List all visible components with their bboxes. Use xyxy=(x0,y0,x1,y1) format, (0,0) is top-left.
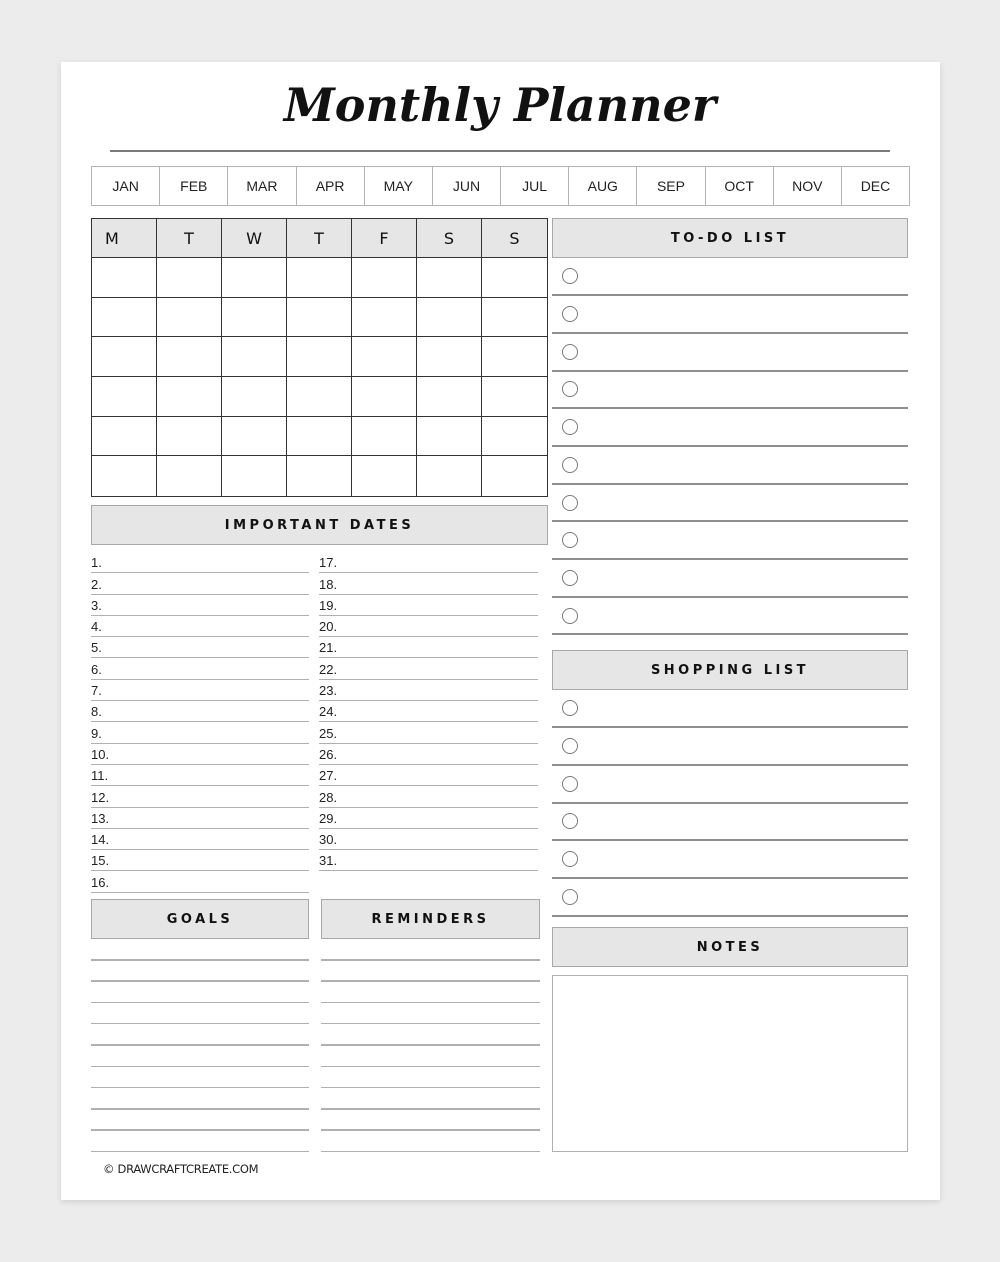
calendar-day-cell[interactable] xyxy=(157,298,222,338)
calendar-day-cell[interactable] xyxy=(417,298,482,338)
reminders-line[interactable] xyxy=(321,1066,540,1068)
date-number-label: 8. xyxy=(91,704,102,720)
reminders-header: REMINDERS xyxy=(321,899,540,939)
month-sep[interactable]: SEP xyxy=(637,167,705,205)
checkbox-circle-icon[interactable] xyxy=(562,608,578,624)
date-number-label: 23. xyxy=(319,683,338,699)
checkbox-circle-icon[interactable] xyxy=(562,419,578,435)
month-jan[interactable]: JAN xyxy=(92,167,160,205)
date-number-label: 26. xyxy=(319,746,338,762)
calendar-day-cell[interactable] xyxy=(157,456,222,496)
important-date-row[interactable] xyxy=(91,573,309,594)
checkbox-circle-icon[interactable] xyxy=(562,268,578,284)
calendar-day-cell[interactable] xyxy=(352,337,417,377)
month-jul[interactable]: JUL xyxy=(501,167,569,205)
date-number-label: 22. xyxy=(319,661,338,677)
calendar-day-cell[interactable] xyxy=(222,417,287,457)
todo-item[interactable] xyxy=(552,372,908,410)
goals-line[interactable] xyxy=(91,1129,309,1131)
calendar-day-cell[interactable] xyxy=(92,377,157,417)
calendar-day-cell[interactable] xyxy=(222,456,287,496)
important-date-row[interactable] xyxy=(319,680,538,701)
todo-item[interactable] xyxy=(552,485,908,523)
reminders-line[interactable] xyxy=(321,1087,540,1089)
month-apr[interactable]: APR xyxy=(297,167,365,205)
date-number-label: 7. xyxy=(91,683,102,699)
calendar-day-cell[interactable] xyxy=(222,258,287,298)
calendar-day-cell[interactable] xyxy=(287,417,352,457)
date-number-label: 14. xyxy=(91,832,110,848)
checkbox-circle-icon[interactable] xyxy=(562,889,578,905)
calendar-day-cell[interactable] xyxy=(92,337,157,377)
checkbox-circle-icon[interactable] xyxy=(562,851,578,867)
calendar-day-cell[interactable] xyxy=(482,417,547,457)
goals-line[interactable] xyxy=(91,959,309,961)
important-date-row[interactable] xyxy=(319,659,538,680)
shopping-item[interactable] xyxy=(552,879,908,917)
calendar-day-cell[interactable] xyxy=(482,377,547,417)
calendar-day-cell[interactable] xyxy=(157,337,222,377)
calendar-day-cell[interactable] xyxy=(157,377,222,417)
month-jun[interactable]: JUN xyxy=(433,167,501,205)
calendar-day-cell[interactable] xyxy=(417,417,482,457)
month-dec[interactable]: DEC xyxy=(860,178,891,194)
todo-item[interactable] xyxy=(552,522,908,560)
date-number-label: 10. xyxy=(91,746,110,762)
calendar-day-cell[interactable] xyxy=(352,456,417,496)
important-date-row[interactable] xyxy=(91,680,309,701)
page-title: Monthly Planner xyxy=(283,78,717,132)
weekday-header: S xyxy=(482,219,547,258)
month-nov[interactable]: NOV xyxy=(774,167,842,205)
goals-line[interactable] xyxy=(91,1023,309,1025)
date-number-label: 12. xyxy=(91,789,110,805)
important-date-row[interactable] xyxy=(91,637,309,658)
title-divider xyxy=(110,150,890,152)
calendar-day-cell[interactable] xyxy=(352,377,417,417)
weekday-header: M xyxy=(92,219,157,258)
weekday-header: T xyxy=(287,219,352,258)
month-mar[interactable]: MAR xyxy=(228,167,296,205)
checkbox-circle-icon[interactable] xyxy=(562,700,578,716)
important-date-row[interactable] xyxy=(91,659,309,680)
date-number-label: 25. xyxy=(319,725,338,741)
important-date-row[interactable] xyxy=(319,765,538,786)
copyright-footer: © DRAWCRAFTCREATE.COM xyxy=(103,1162,259,1176)
important-date-row[interactable] xyxy=(91,808,309,829)
calendar-day-cell[interactable] xyxy=(157,258,222,298)
reminders-line[interactable] xyxy=(321,959,540,961)
todo-list-header: TO-DO LIST xyxy=(552,218,908,258)
checkbox-circle-icon[interactable] xyxy=(562,532,578,548)
calendar-day-cell[interactable] xyxy=(287,337,352,377)
date-number-label: 21. xyxy=(319,640,338,656)
weekday-header: T xyxy=(157,219,222,258)
calendar-day-cell[interactable] xyxy=(222,298,287,338)
calendar-day-cell[interactable] xyxy=(482,258,547,298)
important-date-row[interactable] xyxy=(91,850,309,871)
calendar-grid xyxy=(91,218,548,497)
weekday-header: F xyxy=(352,219,417,258)
important-date-row[interactable] xyxy=(91,552,309,573)
important-date-row[interactable] xyxy=(91,829,309,850)
calendar-day-cell[interactable] xyxy=(222,377,287,417)
reminders-line[interactable] xyxy=(321,1129,540,1131)
important-date-row[interactable] xyxy=(91,701,309,722)
goals-line[interactable] xyxy=(91,1002,309,1004)
checkbox-circle-icon[interactable] xyxy=(562,570,578,586)
important-date-row[interactable] xyxy=(91,616,309,637)
todo-item[interactable] xyxy=(552,334,908,372)
calendar-day-cell[interactable] xyxy=(482,337,547,377)
important-date-row[interactable] xyxy=(319,552,538,573)
shopping-list-header: SHOPPING LIST xyxy=(552,650,908,690)
date-number-label: 3. xyxy=(91,597,102,613)
calendar-day-cell[interactable] xyxy=(287,456,352,496)
shopping-item[interactable] xyxy=(552,841,908,879)
important-date-row[interactable] xyxy=(319,722,538,743)
goals-line[interactable] xyxy=(91,1087,309,1089)
important-date-row[interactable] xyxy=(319,573,538,594)
date-number-label: 1. xyxy=(91,555,102,571)
important-date-row[interactable] xyxy=(319,744,538,765)
reminders-line[interactable] xyxy=(321,1023,540,1025)
important-date-row[interactable] xyxy=(91,595,309,616)
weekday-header: W xyxy=(222,219,287,258)
month-selector xyxy=(91,166,910,206)
important-date-row[interactable] xyxy=(319,808,538,829)
reminders-line[interactable] xyxy=(321,1044,540,1046)
calendar-day-cell[interactable] xyxy=(287,258,352,298)
checkbox-circle-icon[interactable] xyxy=(562,495,578,511)
important-date-row[interactable] xyxy=(91,765,309,786)
important-dates-header: IMPORTANT DATES xyxy=(91,505,548,545)
date-number-label: 19. xyxy=(319,597,338,613)
checkbox-circle-icon[interactable] xyxy=(562,344,578,360)
date-number-label: 18. xyxy=(319,576,338,592)
reminders-line[interactable] xyxy=(321,1108,540,1110)
notes-header: NOTES xyxy=(552,927,908,967)
date-number-label: 4. xyxy=(91,619,102,635)
date-number-label: 16. xyxy=(91,874,110,890)
important-date-row[interactable] xyxy=(91,786,309,807)
important-date-row[interactable] xyxy=(91,872,309,893)
calendar-day-cell[interactable] xyxy=(222,337,287,377)
todo-item[interactable] xyxy=(552,296,908,334)
shopping-item[interactable] xyxy=(552,691,908,729)
calendar-day-cell[interactable] xyxy=(417,258,482,298)
checkbox-circle-icon[interactable] xyxy=(562,813,578,829)
important-date-row[interactable] xyxy=(91,744,309,765)
date-number-label: 2. xyxy=(91,576,102,592)
month-feb[interactable]: FEB xyxy=(160,167,228,205)
important-date-row[interactable] xyxy=(319,595,538,616)
important-date-row[interactable] xyxy=(319,786,538,807)
calendar-day-cell[interactable] xyxy=(417,337,482,377)
important-date-row[interactable] xyxy=(319,637,538,658)
month-aug[interactable]: AUG xyxy=(569,167,637,205)
goals-line[interactable] xyxy=(91,1108,309,1110)
calendar-day-cell[interactable] xyxy=(482,456,547,496)
checkbox-circle-icon[interactable] xyxy=(562,738,578,754)
goals-line[interactable] xyxy=(91,1044,309,1046)
date-number-label: 15. xyxy=(91,853,110,869)
calendar-day-cell[interactable] xyxy=(157,417,222,457)
calendar-day-cell[interactable] xyxy=(92,298,157,338)
month-may[interactable]: MAY xyxy=(365,167,433,205)
date-number-label: 9. xyxy=(91,725,102,741)
calendar-day-cell[interactable] xyxy=(417,377,482,417)
checkbox-circle-icon[interactable] xyxy=(562,776,578,792)
goals-header: GOALS xyxy=(91,899,309,939)
reminders-line[interactable] xyxy=(321,1151,540,1153)
reminders-line[interactable] xyxy=(321,980,540,982)
date-number-label: 27. xyxy=(319,768,338,784)
date-number-label: 31. xyxy=(319,853,338,869)
weekday-header: S xyxy=(417,219,482,258)
date-number-label: 11. xyxy=(91,768,109,784)
month-oct[interactable]: OCT xyxy=(706,167,774,205)
date-number-label: 20. xyxy=(319,619,338,635)
calendar-day-cell[interactable] xyxy=(92,258,157,298)
calendar-day-cell[interactable] xyxy=(352,258,417,298)
checkbox-circle-icon[interactable] xyxy=(562,306,578,322)
important-date-row[interactable] xyxy=(319,850,538,871)
goals-line[interactable] xyxy=(91,1151,309,1153)
calendar-day-cell[interactable] xyxy=(287,377,352,417)
calendar-day-cell[interactable] xyxy=(92,456,157,496)
goals-line[interactable] xyxy=(91,980,309,982)
date-number-label: 6. xyxy=(91,661,102,677)
date-number-label: 28. xyxy=(319,789,338,805)
reminders-line[interactable] xyxy=(321,1002,540,1004)
shopping-item[interactable] xyxy=(552,766,908,804)
todo-item[interactable] xyxy=(552,259,908,297)
todo-item[interactable] xyxy=(552,598,908,636)
date-number-label: 24. xyxy=(319,704,338,720)
date-number-label: 5. xyxy=(91,640,102,656)
date-number-label: 13. xyxy=(91,810,110,826)
checkbox-circle-icon[interactable] xyxy=(562,457,578,473)
todo-item[interactable] xyxy=(552,447,908,485)
date-number-label: 30. xyxy=(319,832,338,848)
calendar-day-cell[interactable] xyxy=(417,456,482,496)
important-date-row[interactable] xyxy=(91,722,309,743)
important-date-row[interactable] xyxy=(319,616,538,637)
calendar-day-cell[interactable] xyxy=(92,417,157,457)
calendar-day-cell[interactable] xyxy=(352,298,417,338)
shopping-item[interactable] xyxy=(552,728,908,766)
notes-area[interactable] xyxy=(552,975,908,1152)
important-date-row[interactable] xyxy=(319,701,538,722)
shopping-item[interactable] xyxy=(552,804,908,842)
checkbox-circle-icon[interactable] xyxy=(562,381,578,397)
todo-item[interactable] xyxy=(552,409,908,447)
goals-line[interactable] xyxy=(91,1066,309,1068)
calendar-day-cell[interactable] xyxy=(352,417,417,457)
todo-item[interactable] xyxy=(552,560,908,598)
important-date-row[interactable] xyxy=(319,829,538,850)
calendar-day-cell[interactable] xyxy=(287,298,352,338)
date-number-label: 29. xyxy=(319,810,338,826)
date-number-label: 17. xyxy=(319,555,338,571)
calendar-day-cell[interactable] xyxy=(482,298,547,338)
